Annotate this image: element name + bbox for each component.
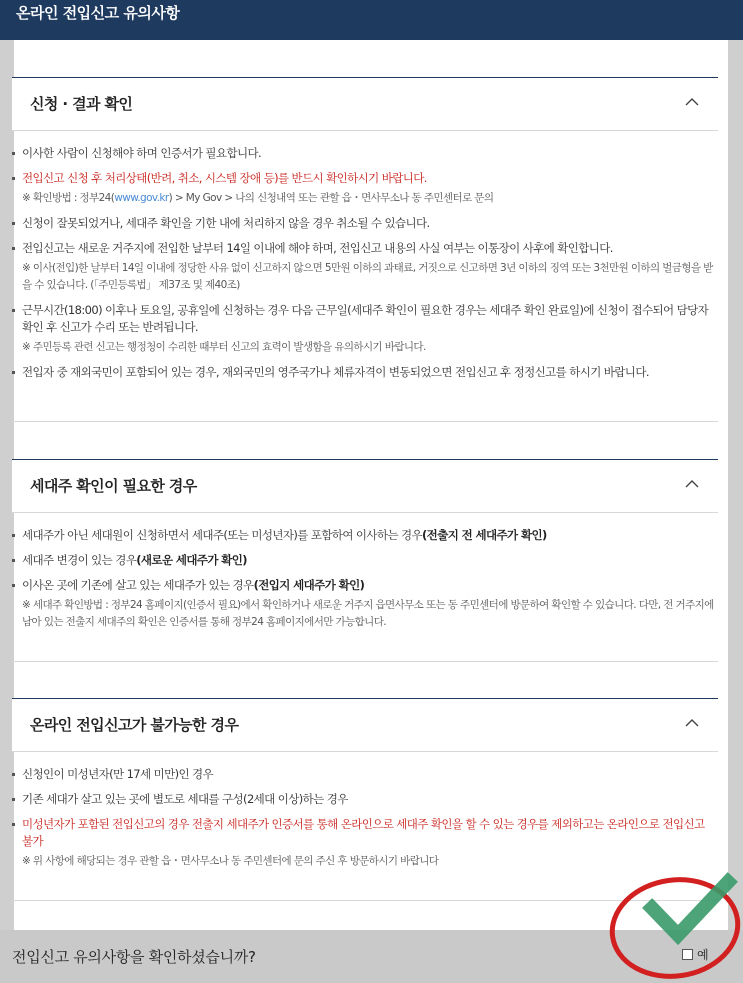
section-body: [12, 752, 718, 901]
confirm-bar: [0, 930, 743, 983]
note-item: ※ 주민등록 관련 신고는 행정청이 수리한 때부터 신고의 효력이 발생함을 유의하시기 바랍니다.: [22, 341, 426, 353]
note-item: ※ 이사(전입)한 날부터 14일 이내에 정당한 사유 없이 신고하지 않으면 5만원 이하의 과태료, 거짓으로 신고하면 3년 이하의 징역 또는 3천만원 이하의 벌금형을 받을 수 있습니다. (「주민등록법」 제37조 및 제40조): [22, 262, 713, 291]
section-header[interactable]: [12, 698, 718, 752]
list-item: 신청인이 미성년자(만 17세 미만)인 경우: [12, 766, 718, 783]
confirm-checkbox[interactable]: [682, 949, 693, 960]
section-application-result: [12, 77, 718, 422]
section-online-unavailable: [12, 698, 718, 901]
item-text: 세대주가 아닌 세대원이 신청하면서 세대주(또는 미성년자)를 포함하여 이사하는 경우: [22, 528, 423, 542]
page-title: 온라인 전입신고 유의사항: [16, 4, 180, 22]
list-item: 근무시간(18:00) 이후나 토요일, 공휴일에 신청하는 경우 다음 근무일(세대주 확인이 필요한 경우는 세대주 확인 완료일)에 신청이 접수되어 담당자 확인 후 신고가 수리 또는 반려됩니다.: [12, 302, 718, 336]
chevron-up-icon[interactable]: [682, 713, 702, 733]
list-item: 전입신고는 새로운 거주지에 전입한 날부터 14일 이내에 해야 하며, 전입신고 내용의 사실 여부는 이통장이 사후에 확인합니다.: [12, 240, 718, 257]
list-item-warning: 미성년자가 포함된 전입신고의 경우 전출지 세대주가 인증서를 통해 온라인으로 세대주 확인을 할 수 있는 경우를 제외하고는 온라인으로 전입신고 불가: [12, 816, 718, 850]
gov24-link[interactable]: www.gov.kr: [114, 192, 169, 204]
section-householder-confirm: [12, 459, 718, 662]
section-header[interactable]: [12, 77, 718, 131]
section-title: 신청 · 결과 확인: [30, 95, 133, 113]
note-item: [12, 190, 718, 207]
list-item: [12, 527, 718, 544]
note-item: ※ 위 사항에 해당되는 경우 관할 읍・면사무소나 동 주민센터에 문의 주신 후 방문하시기 바랍니다: [22, 855, 439, 867]
item-emphasis: (전입지 세대주가 확인): [253, 578, 365, 592]
list-item: 기존 세대가 살고 있는 곳에 별도로 세대를 구성(2세대 이상)하는 경우: [12, 791, 718, 808]
confirm-checkbox-group[interactable]: [682, 946, 709, 963]
list-item: 신청이 잘못되었거나, 세대주 확인을 기한 내에 처리하지 않을 경우 취소될 수 있습니다.: [12, 215, 718, 232]
section-title: 온라인 전입신고가 불가능한 경우: [30, 716, 239, 734]
list-item: [12, 552, 718, 569]
section-title: 세대주 확인이 필요한 경우: [30, 477, 197, 495]
item-emphasis: (전출지 전 세대주가 확인): [422, 528, 547, 542]
confirm-question: 전입신고 유의사항을 확인하셨습니까?: [12, 948, 256, 966]
list-item: 이사한 사람이 신청해야 하며 인증서가 필요합니다.: [12, 145, 718, 162]
item-text: 이사온 곳에 기존에 살고 있는 세대주가 있는 경우: [22, 578, 254, 592]
item-text: 세대주 변경이 있는 경우: [22, 553, 137, 567]
note-item: ※ 세대주 확인방법 : 정부24 홈페이지(인증서 필요)에서 확인하거나 새로운 거주지 읍면사무소 또는 동 주민센터에 방문하여 확인할 수 있습니다. 다만, 전 거주지에 남아 있는 전출지 세대주의 확인은 인증서를 통해 정부24 홈페이지에서만 가능합니다.: [22, 599, 714, 628]
note-text: ※ 확인방법 : 정부24(: [22, 192, 115, 204]
section-header[interactable]: [12, 459, 718, 513]
note-text: ) > My Gov > 나의 신청내역 또는 관할 읍・면사무소나 동 주민센터로 문의: [168, 192, 494, 204]
section-body: [12, 513, 718, 662]
list-item-warning: 전입신고 신청 후 처리상태(반려, 취소, 시스템 장애 등)를 반드시 확인하시기 바랍니다.: [12, 170, 718, 187]
confirm-checkbox-label[interactable]: 예: [697, 948, 709, 962]
list-item: [12, 577, 718, 594]
item-emphasis: (새로운 세대주가 확인): [136, 553, 247, 567]
chevron-up-icon[interactable]: [682, 474, 702, 494]
section-body: [12, 131, 718, 422]
list-item: 전입자 중 재외국민이 포함되어 있는 경우, 재외국민의 영주국가나 체류자격이 변동되었으면 전입신고 후 정정신고를 하시기 바랍니다.: [12, 364, 718, 381]
chevron-up-icon[interactable]: [682, 92, 702, 112]
header-bar: [0, 0, 743, 40]
